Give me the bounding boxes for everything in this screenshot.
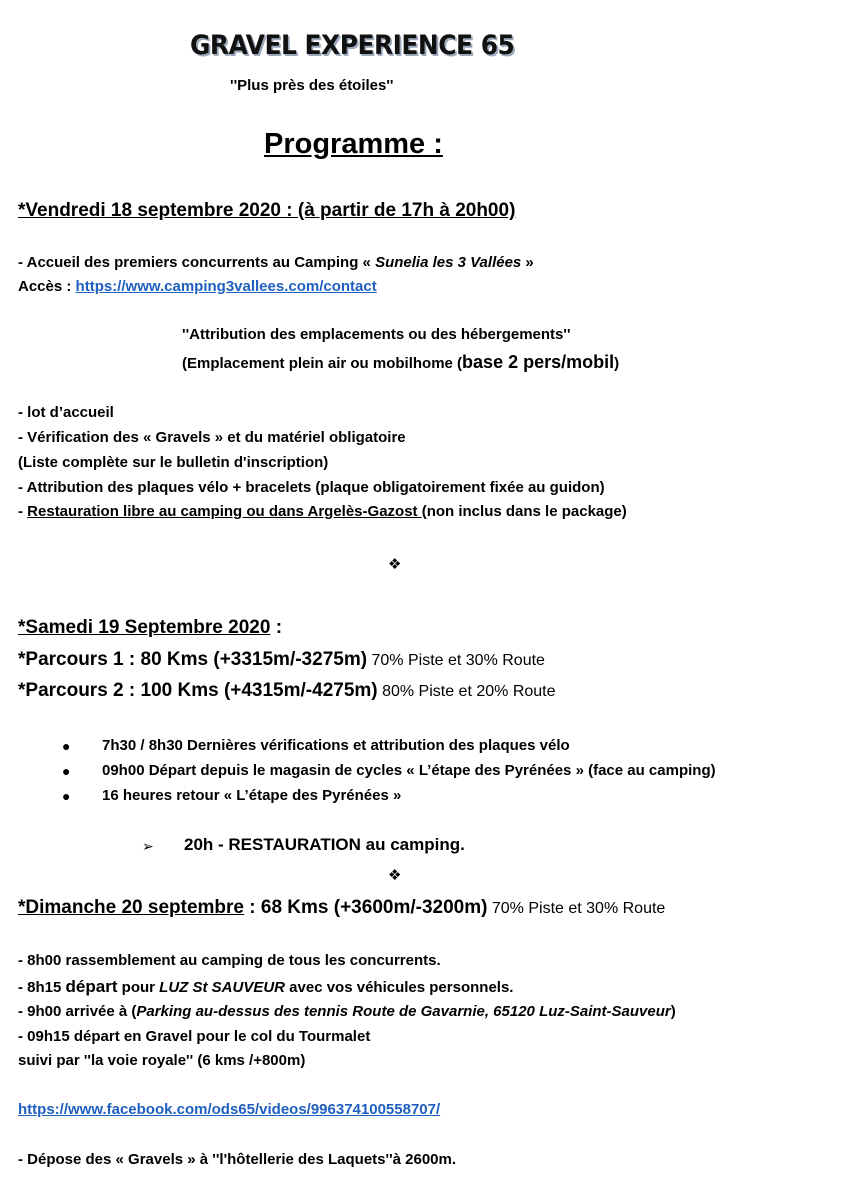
sunday-line: - 09h15 départ en Gravel pour le col du Tourmalet [18, 1028, 371, 1045]
camping-link[interactable]: https://www.camping3vallees.com/contact [75, 278, 377, 295]
attribution-line-2 [182, 352, 619, 373]
accueil-prefix: - Accueil des premiers concurrents au Camping « [18, 254, 376, 271]
sunday-line [18, 977, 513, 997]
friday-item: - Attribution des plaques vélo + bracelets (plaque obligatoirement fixée au guidon) [18, 479, 605, 496]
sunday-line: - Dépose des « Gravels » à ''l'hôtellerie des Laquets''à 2600m. [18, 1151, 457, 1168]
arrow-icon: ➢ [142, 838, 154, 854]
separator-icon: ❖ [388, 556, 402, 573]
sunday-heading-ratio: 70% Piste et 30% Route [487, 900, 666, 917]
bullet-icon: ● [62, 738, 71, 754]
sunday-heading-distance: : 68 Kms (+3600m/-3200m) [244, 897, 488, 918]
saturday-bullet: 7h30 / 8h30 Dernières vérifications et attribution des plaques vélo [102, 737, 570, 754]
attribution-close: ) [614, 355, 620, 372]
line3-start: - 9h00 arrivée à ( [18, 1003, 137, 1020]
sunday-heading-date: *Dimanche 20 septembre [18, 897, 244, 918]
line2-pour: pour [117, 979, 160, 996]
saturday-heading-date: *Samedi 19 Septembre 2020 [18, 617, 271, 638]
line2-depart: départ [65, 977, 118, 996]
access-label: Accès : [18, 278, 76, 295]
document-title: GRAVEL EXPERIENCE 65 [190, 30, 515, 61]
parcours-2-ratio: 80% Piste et 20% Route [377, 683, 556, 700]
bullet-icon: ● [62, 788, 71, 804]
parcours-1-title: *Parcours 1 : 80 Kms (+3315m/-3275m) [18, 649, 368, 670]
saturday-dinner: 20h - RESTAURATION au camping. [184, 835, 465, 854]
line3-place: Parking au-dessus des tennis Route de Gavarnie, 65120 Luz-Saint-Sauveur [136, 1003, 671, 1020]
restauration-underlined: Restauration libre au camping ou dans Argelès-Gazost [27, 503, 422, 520]
facebook-video-link[interactable]: https://www.facebook.com/ods65/videos/996374100558707/ [18, 1101, 441, 1118]
saturday-bullet: 09h00 Départ depuis le magasin de cycles « L’étape des Pyrénées » (face au camping) [102, 762, 716, 779]
friday-accueil [18, 254, 534, 271]
bullet-icon: ● [62, 763, 71, 779]
line3-end: ) [670, 1003, 676, 1020]
line2-time: - 8h15 [18, 979, 66, 996]
attribution-text: (Emplacement plein air ou mobilhome ( [182, 355, 463, 372]
saturday-heading-colon: : [270, 617, 283, 638]
saturday-bullet: 16 heures retour « L’étape des Pyrénées » [102, 787, 402, 804]
parcours-1 [18, 649, 545, 671]
friday-heading: *Vendredi 18 septembre 2020 : (à partir de 17h à 20h00) [18, 200, 516, 221]
separator-icon: ❖ [388, 867, 402, 884]
sunday-line: suivi par ''la voie royale'' (6 kms /+800m) [18, 1052, 306, 1069]
programme-heading: Programme : [264, 128, 443, 160]
sunday-heading [18, 897, 665, 919]
parcours-1-ratio: 70% Piste et 30% Route [367, 652, 545, 669]
friday-restauration [18, 503, 627, 520]
friday-item: - lot d’accueil [18, 404, 114, 421]
accueil-place: Sunelia les 3 Vallées [375, 254, 522, 271]
restauration-prefix: - [18, 503, 28, 520]
friday-item: - Vérification des « Gravels » et du matériel obligatoire [18, 429, 406, 446]
parcours-2-title: *Parcours 2 : 100 Kms (+4315m/-4275m) [18, 680, 378, 701]
friday-access [18, 278, 377, 295]
attribution-base: base 2 pers/mobil [462, 352, 615, 372]
restauration-suffix: (non inclus dans le package) [421, 503, 627, 520]
saturday-heading [18, 617, 282, 639]
attribution-line-1: ''Attribution des emplacements ou des hébergements'' [182, 326, 571, 343]
sunday-line [18, 1003, 676, 1020]
subtitle: ''Plus près des étoiles'' [230, 77, 394, 94]
sunday-line: - 8h00 rassemblement au camping de tous les concurrents. [18, 952, 441, 969]
line2-rest: avec vos véhicules personnels. [285, 979, 514, 996]
line2-place: LUZ St SAUVEUR [159, 979, 286, 996]
parcours-2 [18, 680, 556, 702]
accueil-suffix: » [521, 254, 534, 271]
friday-item: (Liste complète sur le bulletin d'inscription) [18, 454, 329, 471]
